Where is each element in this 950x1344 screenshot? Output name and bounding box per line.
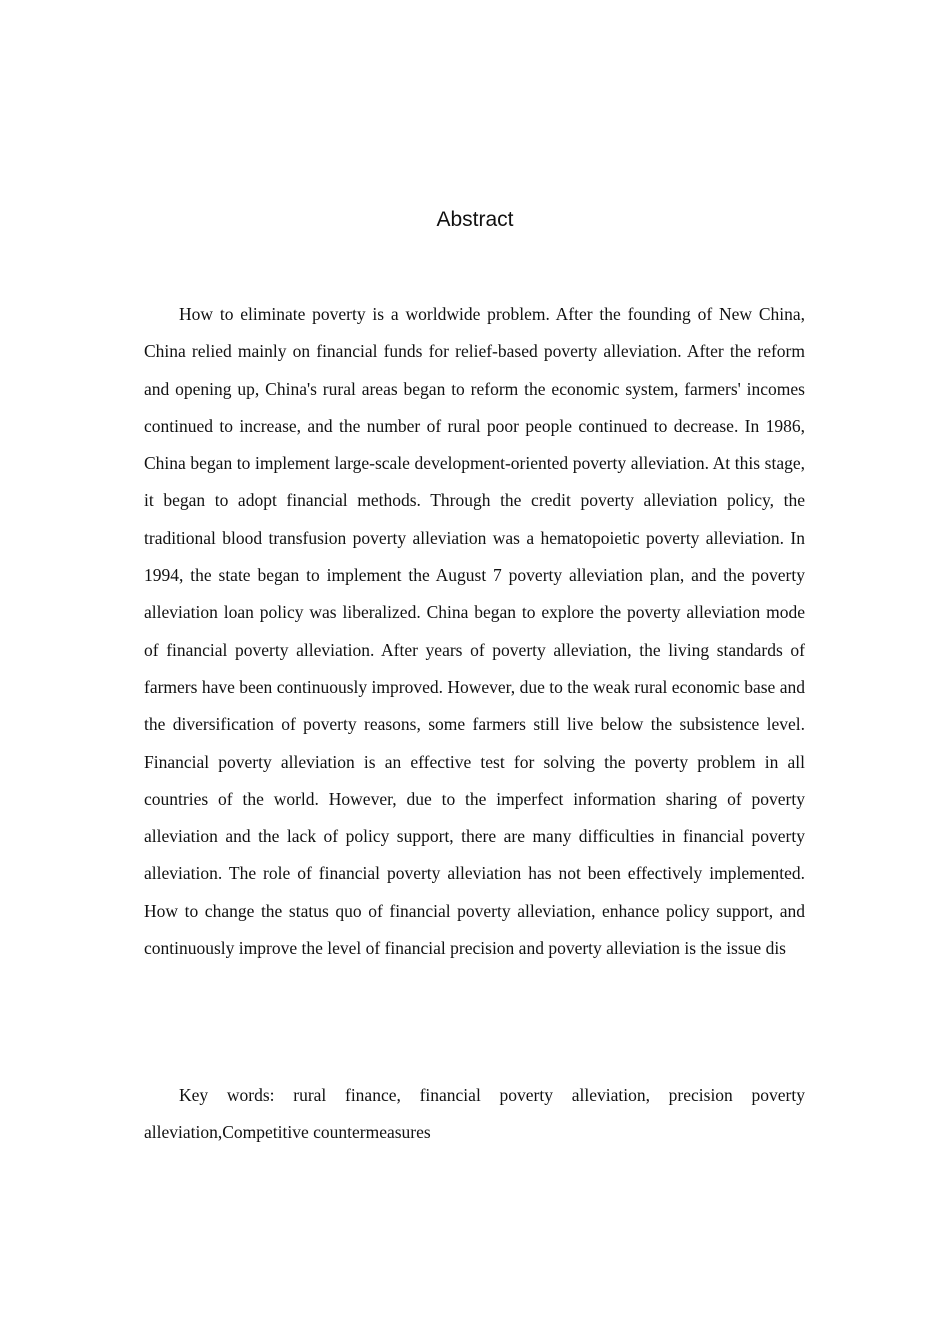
abstract-paragraph: How to eliminate poverty is a worldwide problem. After the founding of New China, China relied mainly on financial funds for relief-based poverty alleviation. After the reform and opening up, China's rural areas began to reform the economic system, farmers' incomes continued to increase, and the number of rural poor people continued to decrease. In 1986, China began to implement large-scale development-oriented poverty alleviation. At this stage, it began to adopt financial methods. Through the credit poverty alleviation policy, the traditional blood transfusion poverty alleviation was a hematopoietic poverty alleviation. In 1994, the state began to implement the August 7 poverty alleviation plan, and the poverty alleviation loan policy was liberalized. China began to explore the poverty alleviation mode of financial poverty alleviation. After years of poverty alleviation, the living standards of farmers have been continuously improved. However, due to the weak rural economic base and the diversification of poverty reasons, some farmers still live below the subsistence level. Financial poverty alleviation is an effective test for solving the poverty problem in all countries of the world. However, due to the imperfect information sharing of poverty alleviation and the lack of policy support, there are many difficulties in financial poverty alleviation. The role of financial poverty alleviation has not been effectively implemented. How to change the status quo of financial poverty alleviation, enhance policy support, and continuously improve the level of financial precision and poverty alleviation is the issue dis: [144, 304, 805, 959]
keywords-paragraph: Key words: rural finance, financial poverty alleviation, precision poverty alleviation,Competitive countermeasures: [144, 1085, 805, 1143]
abstract-title: Abstract: [436, 208, 514, 231]
